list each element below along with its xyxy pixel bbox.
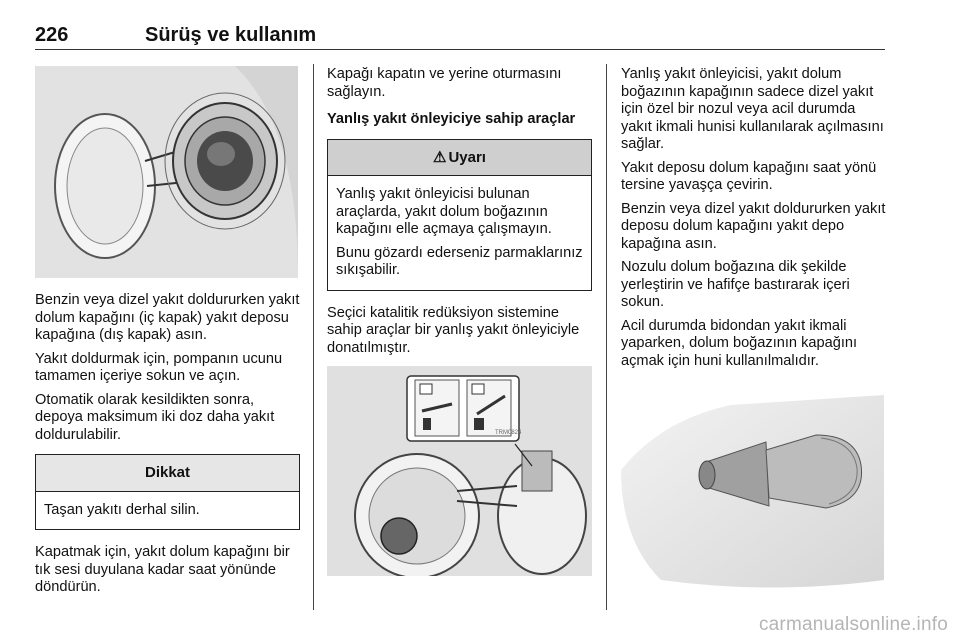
paragraph: Nozulu dolum boğazına dik şekilde yerleştirin ve hafifçe bastırarak içeri sokun. xyxy=(621,259,850,310)
page-number: 226 xyxy=(35,24,69,46)
paragraph: Acil durumda bidondan yakıt ikmali yaparken, dolum boğazının kapağını açmak için huni kullanılmalıdır. xyxy=(621,317,858,369)
column-divider-1 xyxy=(313,64,314,610)
fuel-flap-illustration xyxy=(35,66,298,278)
section-subheading: Yanlış yakıt önleyiciye sahip araçlar xyxy=(327,111,576,127)
paragraph: Seçici katalitik redüksiyon sistemine sahip araçlar bir yanlış yakıt önleyiciyle donatılmıştır. xyxy=(327,304,580,356)
funnel-illustration xyxy=(621,380,884,595)
paragraph: Benzin veya dizel yakıt doldururken yakıt dolum kapağını (iç kapak) yakıt deposu kapağına (dış kapak) asın. xyxy=(35,292,300,343)
paragraph: Kapağı kapatın ve yerine oturmasını sağlayın. xyxy=(327,66,562,100)
column-1 xyxy=(35,292,300,603)
paragraph: Yakıt doldurmak için, pompanın ucunu tamamen içeriye sokun ve açın. xyxy=(35,350,283,384)
chapter-title: Sürüş ve kullanım xyxy=(145,24,317,46)
paragraph: Yanlış yakıt önleyicisi, yakıt dolum boğazının kapağının sadece dizel yakıt için özel bir nozul veya acil durumda yakıt ikmali hunisi kullanılarak açılmasını sağlar. xyxy=(621,66,884,152)
warning-title: Uyarı xyxy=(448,148,486,166)
image-code: TRM0824 xyxy=(495,430,522,436)
paragraph: Kapatmak için, yakıt dolum kapağını bir tık sesi duyulana kadar saat yönünde döndürün. xyxy=(35,544,290,595)
paragraph: Benzin veya dizel yakıt doldururken yakıt deposu dolum kapağını yakıt depo kapağına asın. xyxy=(621,200,886,252)
caution-text: Taşan yakıtı derhal silin. xyxy=(44,501,200,518)
warning-text: Yanlış yakıt önleyicisi bulunan araçlarda, yakıt dolum boğazının kapağını elle açmaya çalışmayın. xyxy=(336,186,552,237)
caution-title: Dikkat xyxy=(36,455,299,492)
misfuel-inhibitor-illustration xyxy=(327,366,592,576)
paragraph: Yakıt deposu dolum kapağını saat yönü tersine yavaşça çevirin. xyxy=(621,159,877,193)
paragraph: Otomatik olarak kesildikten sonra, depoya maksimum iki doz daha yakıt doldurulabilir. xyxy=(35,391,275,443)
page-header xyxy=(35,20,885,50)
warning-title-bar xyxy=(328,140,591,177)
watermark: carmanualsonline.info xyxy=(758,614,948,635)
column-2 xyxy=(327,66,592,363)
warning-box xyxy=(327,139,592,291)
caution-box xyxy=(35,454,300,530)
warning-triangle-icon: ⚠ xyxy=(433,148,447,166)
warning-text: Bunu gözardı ederseniz parmaklarınız sıkışabilir. xyxy=(336,244,583,278)
column-3 xyxy=(621,66,886,376)
column-divider-2 xyxy=(606,64,607,610)
